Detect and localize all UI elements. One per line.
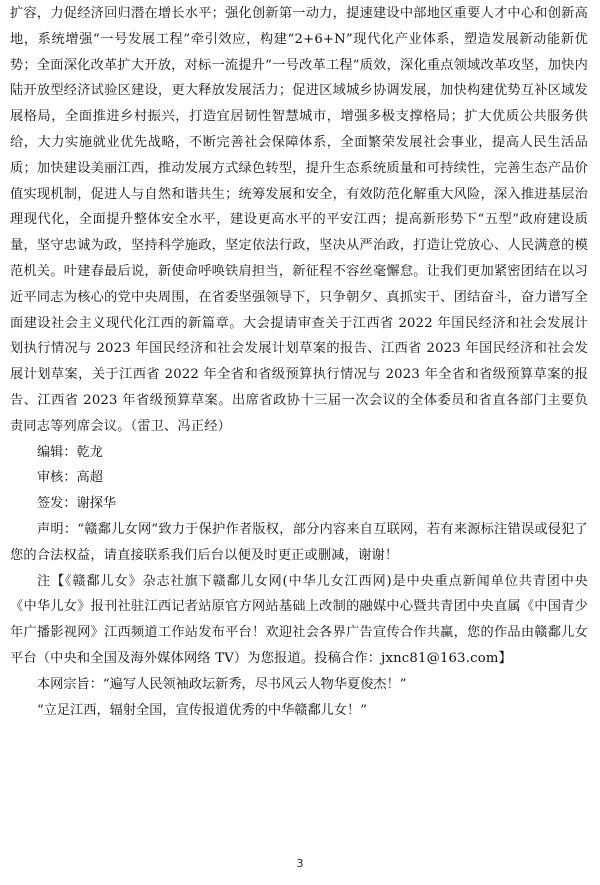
article-content: [10, 0, 588, 723]
publisher-note: 注【《赣鄱儿女》杂志社旗下赣鄱儿女网(中华儿女江西网)是中央重点新闻单位共青团中央《中华儿女》报刊社驻江西记者站原官方网站基础上改制的融媒中心暨共青团中央直属《中国青少年广播影视网》江西频道工作站发布平台！欢迎社会各界广告宣传合作共赢，您的作品由赣鄱儿女平台（中央和全国及海外媒体网络 TV）为您报道。投稿合作：jxnc81@163.com】: [10, 573, 588, 666]
approver-credit: 签发：谢探华: [37, 496, 117, 512]
page-number: 3: [296, 857, 304, 870]
main-paragraph: 扩容，力促经济回归潜在增长水平；强化创新第一动力，提速建设中部地区重要人才中心和创新高地，系统增强“一号发展工程”牵引效应，构建“2+6+N”现代化产业体系，塑造发展新动能新优势；全面深化改革扩大开放，对标一流提升“一号改革工程”质效，深化重点领域改革攻坚，加快内陆开放型经济试验区建设，更大释放发展活力；促进区域城乡协调发展，加快构建优势互补区域发展格局，全面推进乡村振兴，打造宜居韧性智慧城市，增强多极支撑格局；扩大优质公共服务供给，大力实施就业优先战略，不断完善社会保障体系，全面繁荣发展社会事业，提高人民生活品质；加快建设美丽江西，推动发展方式绿色转型，提升生态系统质量和可持续性，完善生态产品价值实现机制，促进人与自然和谐共生；统筹发展和安全，有效防范化解重大风险，深入推进基层治理现代化，全面提升整体安全水平，建设更高水平的平安江西；提高新形势下“五型”政府建设质量，坚守忠诚为政，坚持科学施政，坚定依法行政，坚决从严治政，打造让党放心、人民满意的模范机关。叶建春最后说，新使命呼唤铁肩担当，新征程不容丝毫懈怠。让我们更加紧密团结在以习近平同志为核心的党中央周围，在省委坚强领导下，只争朝夕、真抓实干、团结奋斗，奋力谱写全面建设社会主义现代化江西的新篇章。大会提请审查关于江西省 2022 年国民经济和社会发展计划执行情况与 2023 年国民经济和社会发展计划草案的报告、江西省 2023 年国民经济和社会发展计划草案，关于江西省 2022 年全省和省级预算执行情况与 2023 年全省和省级预算草案的报告、江西省 2023 年省级预算草案。出席省政协十三届一次会议的全体委员和省直各部门主要负责同志等列席会议。（雷卫、冯正经）: [10, 6, 588, 434]
editor-credit: 编辑：乾龙: [37, 444, 103, 460]
site-tenet-line-1: 本网宗旨：“遍写人民领袖政坛新秀，尽书风云人物华夏俊杰！”: [37, 676, 407, 692]
reviewer-credit: 审核：高超: [37, 470, 103, 486]
copyright-statement: 声明：“赣鄱儿女网”致力于保护作者版权，部分内容来自互联网，若有来源标注错误或侵犯了您的合法权益，请直接联系我们后台以便及时更正或删减，谢谢！: [10, 521, 588, 563]
site-tenet-line-2: “立足江西，辐射全国，宣传报道优秀的中华赣鄱儿女！”: [37, 702, 367, 718]
